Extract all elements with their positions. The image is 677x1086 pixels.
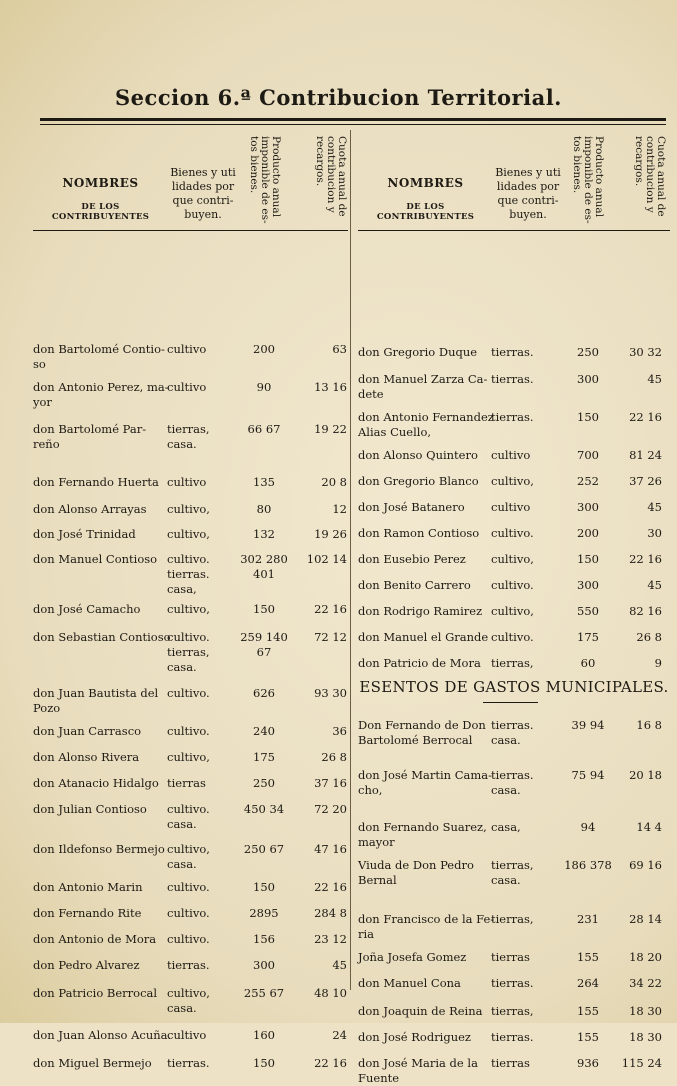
producto-value: 150 bbox=[253, 602, 275, 616]
bienes-value: cultivo bbox=[491, 500, 531, 514]
bienes-value: tierras. bbox=[491, 976, 534, 990]
contribuyente-name: Don Fernando de Don Bartolomé Berrocal bbox=[358, 718, 486, 747]
producto-value: 39 94 bbox=[571, 718, 605, 732]
producto-value: 200 bbox=[253, 342, 275, 356]
bienes-value: tierras bbox=[167, 776, 206, 790]
contribuyente-name: don Antonio de Mora bbox=[33, 932, 157, 946]
cuota-value: 13 16 bbox=[314, 380, 347, 394]
cuota-value: 12 bbox=[332, 502, 347, 516]
contribuyente-name: don Bartolomé Par- reño bbox=[33, 422, 147, 451]
contribuyente-name: don Manuel el Grande bbox=[358, 630, 489, 644]
contribuyente-name: don Manuel Cona bbox=[358, 976, 461, 990]
cuota-value: 37 26 bbox=[629, 474, 662, 488]
cuota-value: 72 12 bbox=[314, 630, 347, 644]
bienes-value: tierras, bbox=[491, 656, 534, 670]
bienes-value: tierras, bbox=[491, 1004, 534, 1018]
producto-value: 2895 bbox=[249, 906, 279, 920]
contribuyente-name: don Alonso Arrayas bbox=[33, 502, 147, 516]
contribuyente-name: don Alonso Rivera bbox=[33, 750, 140, 764]
bienes-value: tierras. bbox=[491, 345, 534, 359]
producto-value: 66 67 bbox=[247, 422, 281, 436]
contribuyente-name: don Joaquin de Reina bbox=[358, 1004, 483, 1018]
contribuyente-name: Viuda de Don Pedro Bernal bbox=[358, 858, 474, 887]
producto-value: 155 bbox=[577, 1004, 599, 1018]
cuota-value: 19 22 bbox=[314, 422, 347, 436]
cuota-value: 82 16 bbox=[629, 604, 662, 618]
contribuyente-name: don Manuel Zarza Ca- dete bbox=[358, 372, 488, 401]
contribuyente-name: don Juan Bautista del Pozo bbox=[33, 686, 159, 715]
column-divider bbox=[350, 130, 351, 990]
section-heading: ESENTOS DE GASTOS MUNICIPALES. bbox=[359, 678, 669, 696]
bienes-value: cultivo. casa. bbox=[167, 802, 210, 831]
cuota-value: 19 26 bbox=[314, 527, 347, 541]
producto-value: 186 378 bbox=[564, 858, 612, 872]
producto-value: 936 bbox=[577, 1056, 599, 1070]
producto-value: 75 94 bbox=[571, 768, 605, 782]
contribuyente-name: don José Camacho bbox=[33, 602, 141, 616]
cuota-value: 93 30 bbox=[314, 686, 347, 700]
producto-value: 132 bbox=[253, 527, 275, 541]
bienes-value: cultivo, bbox=[491, 604, 534, 618]
left-table-header bbox=[33, 130, 348, 230]
cuota-value: 37 16 bbox=[314, 776, 347, 790]
contribuyente-name: don Fernando Huerta bbox=[33, 475, 159, 489]
producto-value: 155 bbox=[577, 1030, 599, 1044]
bienes-value: cultivo. tierras, casa. bbox=[167, 630, 210, 674]
producto-value: 156 bbox=[253, 932, 275, 946]
contribuyente-name: don José Trinidad bbox=[33, 527, 136, 541]
section-rule bbox=[483, 702, 538, 703]
producto-value: 150 bbox=[253, 1056, 275, 1070]
bienes-value: tierras, casa. bbox=[491, 858, 534, 887]
cuota-value: 22 16 bbox=[314, 602, 347, 616]
cuota-value: 22 16 bbox=[629, 410, 662, 424]
bienes-value: cultivo. bbox=[167, 906, 210, 920]
bienes-value: cultivo, bbox=[167, 750, 210, 764]
header-cuota: Cuota anual de contribucion y recargos. bbox=[633, 136, 667, 217]
producto-value: 300 bbox=[577, 500, 599, 514]
contribuyente-name: don Gregorio Blanco bbox=[358, 474, 479, 488]
contribuyente-name: don Atanacio Hidalgo bbox=[33, 776, 159, 790]
producto-value: 200 bbox=[577, 526, 599, 540]
bienes-value: cultivo bbox=[167, 475, 207, 489]
producto-value: 264 bbox=[577, 976, 599, 990]
cuota-value: 18 30 bbox=[629, 1004, 662, 1018]
contribuyente-name: don Bartolomé Contio- so bbox=[33, 342, 165, 371]
bienes-value: cultivo, bbox=[167, 527, 210, 541]
cuota-value: 34 22 bbox=[629, 976, 662, 990]
bienes-value: tierras. bbox=[167, 1056, 210, 1070]
bienes-value: cultivo, bbox=[167, 602, 210, 616]
cuota-value: 72 20 bbox=[314, 802, 347, 816]
cuota-value: 20 18 bbox=[629, 768, 662, 782]
header-nombres-sub: DE LOS CONTRIBUYENTES bbox=[376, 202, 475, 222]
cuota-value: 30 32 bbox=[629, 345, 662, 359]
bienes-value: tierras. bbox=[167, 958, 210, 972]
producto-value: 250 bbox=[253, 776, 275, 790]
producto-value: 700 bbox=[577, 448, 599, 462]
cuota-value: 14 4 bbox=[636, 820, 662, 834]
contribuyente-name: don Rodrigo Ramirez bbox=[358, 604, 483, 618]
contribuyente-name: don Miguel Bermejo bbox=[33, 1056, 152, 1070]
cuota-value: 20 8 bbox=[321, 475, 347, 489]
producto-value: 94 bbox=[580, 820, 596, 834]
producto-value: 155 bbox=[577, 950, 599, 964]
cuota-value: 16 8 bbox=[636, 718, 662, 732]
producto-value: 160 bbox=[253, 1028, 275, 1042]
producto-value: 300 bbox=[577, 578, 599, 592]
header-nombres-label: NOMBRES bbox=[62, 176, 139, 190]
producto-value: 300 bbox=[253, 958, 275, 972]
contribuyente-name: don Gregorio Duque bbox=[358, 345, 478, 359]
bienes-value: tierras. bbox=[491, 372, 534, 386]
contribuyente-name: don José Rodriguez bbox=[358, 1030, 471, 1044]
contribuyente-name: don Patricio de Mora bbox=[358, 656, 481, 670]
producto-value: 60 bbox=[580, 656, 596, 670]
producto-value: 250 bbox=[577, 345, 599, 359]
cuota-value: 22 16 bbox=[314, 1056, 347, 1070]
contribuyente-name: don Patricio Berrocal bbox=[33, 986, 158, 1000]
producto-value: 231 bbox=[577, 912, 599, 926]
producto-value: 90 bbox=[256, 380, 272, 394]
cuota-value: 102 14 bbox=[306, 552, 347, 566]
cuota-value: 45 bbox=[647, 372, 662, 386]
cuota-value: 24 bbox=[332, 1028, 347, 1042]
producto-value: 259 140 67 bbox=[240, 630, 288, 659]
cuota-value: 22 16 bbox=[314, 880, 347, 894]
cuota-value: 63 bbox=[332, 342, 347, 356]
bienes-value: cultivo. bbox=[167, 686, 210, 700]
bienes-value: cultivo, bbox=[167, 502, 210, 516]
bienes-value: tierras. bbox=[491, 410, 534, 424]
contribuyente-name: don Julian Contioso bbox=[33, 802, 147, 816]
producto-value: 80 bbox=[256, 502, 272, 516]
contribuyente-name: don Juan Carrasco bbox=[33, 724, 142, 738]
header-nombres-label: NOMBRES bbox=[387, 176, 464, 190]
header-bienes: Bienes y uti lidades por que contri- buyen. bbox=[495, 166, 561, 221]
bienes-value: cultivo. bbox=[167, 932, 210, 946]
header-nombres bbox=[33, 176, 168, 222]
cuota-value: 28 14 bbox=[629, 912, 662, 926]
bienes-value: cultivo bbox=[167, 380, 207, 394]
contribuyente-name: don José Martin Cama- cho, bbox=[358, 768, 493, 797]
contribuyente-name: Joña Josefa Gomez bbox=[358, 950, 467, 964]
cuota-value: 30 bbox=[647, 526, 662, 540]
producto-value: 550 bbox=[577, 604, 599, 618]
title-rule-thick bbox=[40, 118, 666, 121]
bienes-value: cultivo. bbox=[167, 724, 210, 738]
header-rule bbox=[33, 230, 348, 231]
header-nombres-sub: DE LOS CONTRIBUYENTES bbox=[51, 202, 150, 222]
cuota-value: 48 10 bbox=[314, 986, 347, 1000]
bienes-value: cultivo bbox=[167, 1028, 207, 1042]
contribuyente-name: don Pedro Alvarez bbox=[33, 958, 140, 972]
producto-value: 135 bbox=[253, 475, 275, 489]
bienes-value: tierras, bbox=[491, 912, 534, 926]
producto-value: 252 bbox=[577, 474, 599, 488]
producto-value: 150 bbox=[577, 410, 599, 424]
bienes-value: cultivo, bbox=[491, 474, 534, 488]
bienes-value: cultivo. bbox=[491, 578, 534, 592]
producto-value: 302 280 401 bbox=[240, 552, 288, 581]
bienes-value: tierras, casa. bbox=[167, 422, 210, 451]
producto-value: 450 34 bbox=[243, 802, 285, 816]
header-nombres bbox=[358, 176, 493, 222]
cuota-value: 36 bbox=[332, 724, 347, 738]
producto-value: 626 bbox=[253, 686, 275, 700]
bienes-value: cultivo. bbox=[491, 630, 534, 644]
bienes-value: cultivo. tierras. casa, bbox=[167, 552, 210, 596]
cuota-value: 47 16 bbox=[314, 842, 347, 856]
bienes-value: tierras. bbox=[491, 1030, 534, 1044]
cuota-value: 9 bbox=[654, 656, 662, 670]
contribuyente-name: don Alonso Quintero bbox=[358, 448, 478, 462]
header-producto: Producto anual imponible de es- tos bienes. bbox=[248, 136, 282, 224]
bienes-value: tierras bbox=[491, 1056, 530, 1070]
cuota-value: 284 8 bbox=[314, 906, 347, 920]
bienes-value: cultivo bbox=[491, 448, 531, 462]
producto-value: 250 67 bbox=[243, 842, 285, 856]
contribuyente-name: don Eusebio Perez bbox=[358, 552, 466, 566]
cuota-value: 26 8 bbox=[321, 750, 347, 764]
cuota-value: 18 30 bbox=[629, 1030, 662, 1044]
page-title: Seccion 6.ª Contribucion Territorial. bbox=[115, 85, 562, 110]
contribuyente-name: don Antonio Marin bbox=[33, 880, 143, 894]
contribuyente-name: don Francisco de la Fe- ria bbox=[358, 912, 495, 941]
producto-value: 255 67 bbox=[243, 986, 285, 1000]
title-rule-thin bbox=[40, 124, 666, 125]
cuota-value: 18 20 bbox=[629, 950, 662, 964]
contribuyente-name: don Ildefonso Bermejo bbox=[33, 842, 165, 856]
bienes-value: casa, bbox=[491, 820, 521, 834]
contribuyente-name: don José Maria de la Fuente bbox=[358, 1056, 478, 1085]
left-column bbox=[33, 130, 348, 1070]
producto-value: 240 bbox=[253, 724, 275, 738]
producto-value: 150 bbox=[577, 552, 599, 566]
header-cuota: Cuota anual de contribucion y recargos. bbox=[314, 136, 348, 217]
contribuyente-name: don Antonio Perez, ma- yor bbox=[33, 380, 169, 409]
contribuyente-name: don Ramon Contioso bbox=[358, 526, 480, 540]
producto-value: 150 bbox=[253, 880, 275, 894]
header-rule bbox=[358, 230, 670, 231]
bienes-value: tierras bbox=[491, 950, 530, 964]
right-table-header bbox=[358, 130, 670, 230]
cuota-value: 23 12 bbox=[314, 932, 347, 946]
bienes-value: cultivo, casa. bbox=[167, 986, 210, 1015]
cuota-value: 69 16 bbox=[629, 858, 662, 872]
contribuyente-name: don Fernando Suarez, mayor bbox=[358, 820, 487, 849]
bienes-value: cultivo, casa. bbox=[167, 842, 210, 871]
cuota-value: 115 24 bbox=[621, 1056, 662, 1070]
bienes-value: cultivo, bbox=[491, 552, 534, 566]
producto-value: 175 bbox=[253, 750, 275, 764]
cuota-value: 45 bbox=[647, 578, 662, 592]
cuota-value: 45 bbox=[332, 958, 347, 972]
contribuyente-name: don Fernando Rite bbox=[33, 906, 142, 920]
bienes-value: cultivo. bbox=[167, 880, 210, 894]
cuota-value: 81 24 bbox=[629, 448, 662, 462]
bienes-value: tierras. casa. bbox=[491, 718, 534, 747]
contribuyente-name: don Benito Carrero bbox=[358, 578, 471, 592]
cuota-value: 45 bbox=[647, 500, 662, 514]
contribuyente-name: don Manuel Contioso bbox=[33, 552, 158, 566]
header-bienes: Bienes y uti lidades por que contri- buyen. bbox=[170, 166, 236, 221]
producto-value: 300 bbox=[577, 372, 599, 386]
cuota-value: 22 16 bbox=[629, 552, 662, 566]
contribuyente-name: don José Batanero bbox=[358, 500, 465, 514]
bienes-value: cultivo bbox=[167, 342, 207, 356]
contribuyente-name: don Sebastian Contioso bbox=[33, 630, 171, 644]
bienes-value: tierras. casa. bbox=[491, 768, 534, 797]
contribuyente-name: don Juan Alonso Acuña. bbox=[33, 1028, 172, 1042]
producto-value: 175 bbox=[577, 630, 599, 644]
cuota-value: 26 8 bbox=[636, 630, 662, 644]
right-column bbox=[358, 130, 670, 1085]
bienes-value: cultivo. bbox=[491, 526, 534, 540]
header-producto: Producto anual imponible de es- tos bienes. bbox=[571, 136, 605, 224]
contribuyente-name: don Antonio Fernandez Alias Cuello, bbox=[358, 410, 494, 439]
